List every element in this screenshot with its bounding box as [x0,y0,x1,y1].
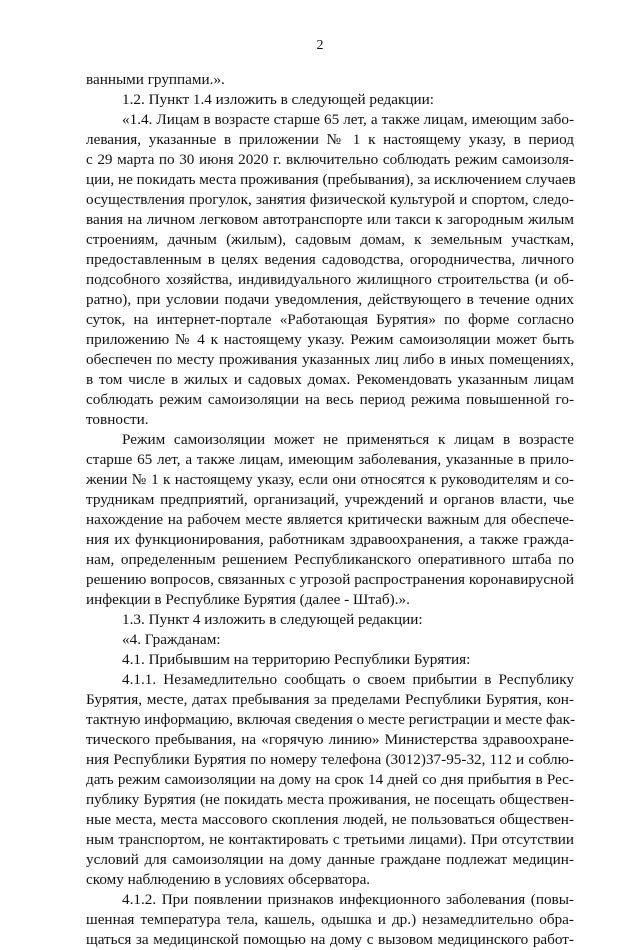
text-line: нам, определенным решением Республиканского оперативного штаба по [86,551,574,568]
text-line: ратно), при условии подачи уведомления, действующего в течение одних [86,291,574,308]
text-line: шенная температура тела, кашель, одышка и др.) незамедлительно обра- [86,911,574,928]
text-line: 1.3. Пункт 4 изложить в следующей редакции: [122,611,423,628]
text-line: Бурятия, месте, датах пребывания за пределами Республики Бурятия, кон- [86,691,574,708]
text-line: щаться за медицинской помощью на дому с вызовом медицинского работ- [86,931,574,948]
text-line: ные места, места массового скопления людей, не пользоваться обществен- [86,811,574,828]
text-line: с 29 марта по 30 июня 2020 г. включительно соблюдать режим самоизоля- [86,151,574,168]
text-line: подсобного хозяйства, индивидуального жилищного строительства (и об- [86,271,574,288]
text-line: Режим самоизоляции может не применяться к лицам в возрасте [122,431,574,448]
text-line: предоставленным в целях ведения садоводства, огородничества, личного [86,251,574,268]
text-line: инфекции в Республике Бурятия (далее - Штаб).». [86,591,410,608]
text-line: строениям, дачным (жилым), садовым домам, к земельным участкам, [86,231,574,248]
text-line: левания, указанные в приложении № 1 к настоящему указу, в период [86,131,574,148]
text-line: трудникам предприятий, организаций, учреждений и органов власти, чье [86,491,574,508]
text-line: «4. Гражданам: [122,631,221,648]
text-line: приложению № 4 к настоящему указу. Режим самоизоляции может быть [86,331,574,348]
text-line: ванными группами.». [86,71,225,88]
text-line: скому наблюдению в условиях обсерватора. [86,871,371,888]
text-line: 4.1. Прибывшим на территорию Республики Бурятия: [122,651,471,668]
text-line: товности. [86,411,149,428]
text-line: условий для самоизоляции на дому данные граждане подлежат медицин- [86,851,574,868]
text-line: осуществления прогулок, занятия физической культурой и спортом, следо- [86,191,574,208]
text-line: в том числе в жилых и садовых домах. Рекомендовать указанным лицам [86,371,574,388]
text-line: тактную информацию, включая сведения о месте регистрации и месте фак- [86,711,576,728]
text-line: нахождение на рабочем месте является критически важным для обеспече- [86,511,574,528]
document-body [86,70,574,950]
text-line: ния Республики Бурятия по номеру телефона (3012)37-95-32, 112 и соблю- [86,751,574,768]
text-line: ции, не покидать места проживания (пребывания), за исключением случаев [86,171,576,188]
text-line: вания на личном легковом автотранспорте или такси к загородным жилым [86,211,574,228]
text-line: 4.1.2. При появлении признаков инфекционного заболевания (повы- [122,891,574,908]
text-line: 1.2. Пункт 1.4 изложить в следующей редакции: [122,91,435,108]
text-line: тического пребывания, на «горячую линию» Министерства здравоохране- [86,731,574,748]
text-line: соблюдать режим самоизоляции на весь период режима повышенной го- [86,391,574,408]
page-number: 2 [316,38,324,53]
text-line: старше 65 лет, а также лицам, имеющим заболевания, указанные в прило- [86,451,574,468]
text-line: «1.4. Лицам в возрасте старше 65 лет, а также лицам, имеющим забо- [122,111,574,128]
text-line: суток, на интернет-портале «Работающая Бурятия» по форме согласно [86,311,574,328]
text-line: ным транспортом, не контактировать с третьими лицами). При отсутствии [86,831,574,848]
text-line: обеспечен по месту проживания указанных лиц либо в иных помещениях, [86,351,574,368]
text-line: решению вопросов, связанных с угрозой распространения коронавирусной [86,571,574,588]
text-line: дать режим самоизоляции на дому на срок 14 дней со дня прибытия в Рес- [86,771,574,788]
text-line: 4.1.1. Незамедлительно сообщать о своем прибытии в Республику [122,671,574,688]
text-line: жении № 1 к настоящему указу, если они относятся к руководителям и со- [86,471,574,488]
text-line: публику Бурятия (не покидать места проживания, не посещать обществен- [86,791,574,808]
text-line: ния их функционирования, работникам здравоохранения, а также гражда- [86,531,574,548]
